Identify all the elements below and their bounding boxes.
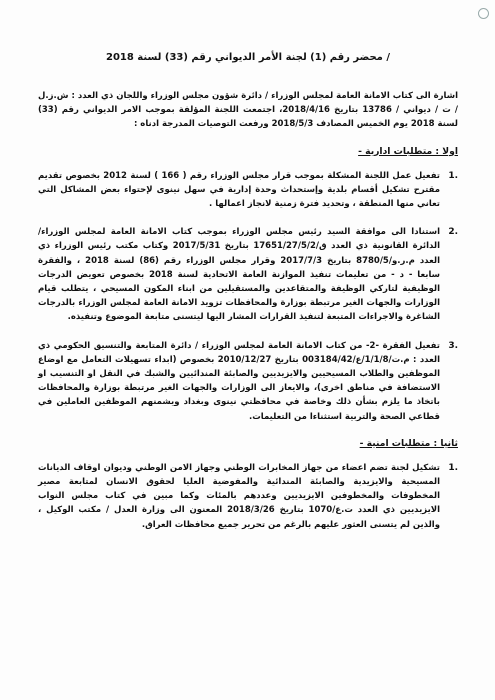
item-text: تشكيل لجنة تضم اعضاء من جهاز المخابرات الوطني وجهاز الامن الوطني وديوان اوقاف الديانات المسيحية والايزيدية والصابئة المندائية والمفوضية العليا لحقوق الانسان لمتابعة مصير المخطوفات والمخطوفين الايزيديين وعددهم بالمئات وكما مبين في كتاب مجلس النواب الايزيديين ذي العدد ت.ع/1070 بتاريخ 2018/3/26 المعنون الى وزارة العدل / مكتب الوكيل ، والذين لم يتسنى العثور عليهم بالرغم من تحرير جميع محافظات العراق. (38, 462, 441, 530)
intro-paragraph: اشارة الى كتاب الامانة العامة لمجلس الوزراء / دائرة شؤون مجلس الوزراء واللجان ذي العدد : ش.ز.ل / ت / ديواني / 13786 بتاريخ 2018/4/16، اجتمعت اللجنة المؤلفة بموجب الامر الديواني رقم (33) لسنة 2018 يوم الخميس المصادف 2018/5/3 ورفعت التوصيات المدرجة ادناه : (38, 91, 459, 130)
list-item (38, 461, 458, 532)
item-number: .3 (448, 340, 458, 351)
item-text: تفعيل عمل اللجنة المشكلة بموجب قرار مجلس الوزراء رقم ( 166 ) لسنة 2012 بخصوص تقديم مقترح تشكيل أقسام بلدية وإستحداث وحدة إدارية في سهل نينوى لإحتواء بعض المشاكل التي تعاني منها المنطقة ، وتحديد فترة زمنية لانجاز اعمالها . (38, 170, 440, 210)
item-number: .1 (448, 462, 458, 473)
corner-mark-icon (478, 8, 489, 19)
section-security-title: ثانيا : متطلبات امنية - (359, 437, 458, 449)
document-title: / محضر رقم (1) لجنة الأمر الديواني رقم (33) لسنة 2018 (105, 52, 391, 63)
section-administrative-title: اولا : متطلبات ادارية - (358, 145, 458, 157)
item-text: تفعيل الفقرة -2- من كتاب الامانة العامة لمجلس الوزراء / دائرة المتابعة والتنسيق الحكومي ذي العدد : م.ت/1/1/8/ع/003184/42 بتاريخ 2010/12/27 بخصوص (ابداء تسهيلات التعامل مع اوضاع الموظفين والطلاب المسيحيين والايزيديين والصابئة المندائيين والشبك في النقل او التنسيب او الاستضافة في مناطق اخرى)، والايعاز الى الوزارات والجهات الغير مرتبطة بوزارة والمحافظات باتخاذ ما يلزم بشأن ذلك وخاصة في محافظتي نينوى وبغداد ويشمنهم الموظفين العاملين في قطاعي الصحة والتربية استثناءا من التعليمات. (38, 340, 440, 422)
item-number: .2 (448, 227, 458, 238)
list-item (38, 225, 458, 324)
list-item (38, 169, 458, 212)
item-text: استنادا الى موافقة السيد رئيس مجلس الوزراء بموجب كتاب الامانة العامة لمجلس الوزراء/ الدائرة القانونية ذي العدد ق/17651/27/5/2 بتاريخ 2017/5/31 وكتاب مكتب رئيس الوزراء ذي العدد م.ر.و/8780/5 بتاريخ 2017/7/3 وقرار مجلس الوزراء رقم (86) لسنة 2018 ، والفقرة سابعا - د - من تعليمات تنفيذ الموازنة العامة الاتحادية لسنة 2018 بخصوص تعويض الدرجات الوظيفية لتاركي الوظيفة والمتقاعدين والمستقيلين من ابناء المكون المسيحي ، يتطلب قيام الوزارات والجهات الغير مرتبطة بوزارة والمحافظات تزويد الامانة العامة لمجلس الوزراء بالدرجات الشاغرة والاجراءات المتبعة لتنفيذ القرارات المشار اليها ليتسنى متابعة الموضوع وتنفيذه. (38, 227, 441, 323)
list-item (38, 339, 458, 424)
item-number: .1 (448, 170, 458, 181)
document-body (38, 50, 458, 546)
